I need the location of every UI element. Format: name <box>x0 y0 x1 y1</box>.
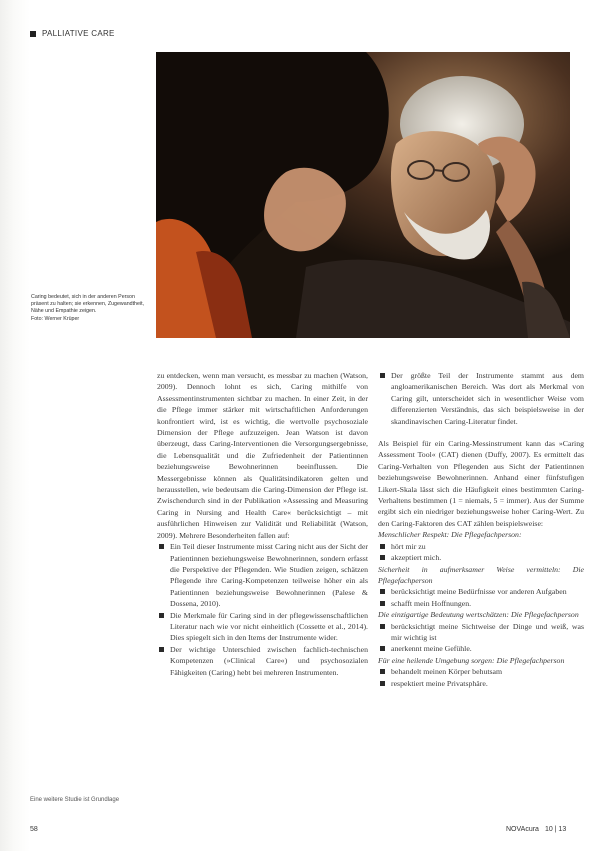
list-item: Die Merkmale für Caring sind in der pflegewissenschaftlichen Literatur nach wie vor nicht einheitlich (Cossette et al., 2014). Dies spiegelt sich in den Items der Instrumente wider. <box>157 610 368 644</box>
list-item: berücksichtigt meine Bedürfnisse vor anderen Aufgaben <box>378 586 584 597</box>
section-square-icon <box>30 31 36 37</box>
left-intro-paragraph: zu entdecken, wenn man versucht, es messbar zu machen (Watson, 2009). Dennoch lohnt es sich, Caring mithilfe von Assessmentinstrumenten sichtbar zu machen. In einer Zeit, in der die Pflege immer stärker mit wirtschaftlichen Anforderungen konfrontiert wird, ist es wichtig, die wertvolle psychosoziale Dimension der Pflege aufzuzeigen. Jean Watson ist davon überzeugt, dass Caring-Interventionen die Versorgungsergebnisse, die Lebensqualität und die Zufriedenheit der Patientinnen beziehungsweise Bewohnerinnen beeinflussen. Die Messergebnisse können als Qualitätsindikatoren gelten und herausstellen, wie bedeutsam die Caring-Dimension der Pflege ist. Zwischendurch sind in der Publikation »Assessing and Measuring Caring in Nursing and Health Care« berücksichtigt – mit ausführlichen Hinweisen zur Validität und Reliabilität (Watson, 2009). Mehrere Besonderheiten fallen auf: <box>157 371 368 540</box>
caption-text: Caring bedeutet, sich in der anderen Person präsent zu halten; sie erkennen, Zugewandtheit, Nähe und Empathie zeigen. <box>31 294 145 315</box>
section-header <box>30 29 115 38</box>
right-column <box>378 370 584 689</box>
list-item: Der wichtige Unterschied zwischen fachlich-technischen Kompetenzen (»Clinical Care«) und psychosozialen Fähigkeiten (Caring) hebt bei mehreren Instrumenten. <box>157 644 368 678</box>
group-heading-4: Für eine heilende Umgebung sorgen: Die Pflegefachperson <box>378 655 565 665</box>
bullet-group-4 <box>378 666 584 689</box>
left-column <box>157 370 368 678</box>
list-item: akzeptiert mich. <box>378 552 584 563</box>
list-item: berücksichtigt meine Sichtweise der Dinge und weiß, was mir wichtig ist <box>378 621 584 644</box>
bullet-group-2 <box>378 586 584 609</box>
bullet-group-3 <box>378 621 584 655</box>
photo-credit: Foto: Werner Krüper <box>31 315 80 322</box>
list-item: Der größte Teil der Instrumente stammt aus dem angloamerikanischen Bereich. Was dort als Merkmal von Caring gilt, unterscheidet sich in wesentlicher Weise vom differenzierten Verständnis, das sich beispielsweise in der skandinavischen Caring-Literatur findet. <box>378 370 584 427</box>
list-item: Ein Teil dieser Instrumente misst Caring nicht aus der Sicht der Patientinnen beziehungsweise Bewohnerinnen, sondern erfasst die Perspektive der Pflegenden. Wie Studien zeigen, schätzen Pflegende ihre Caring-Kompetenzen teilweise höher ein als Patientinnen beziehungsweise Bewohnerinnen (Palese & Dossena, 2010). <box>157 541 368 609</box>
group-heading-3: Die einzigartige Bedeutung wertschätzen: Die Pflegefachperson <box>378 610 579 620</box>
margin-note: Eine weitere Studie ist Grundlage <box>30 797 120 803</box>
list-item: hört mir zu <box>378 541 584 552</box>
journal-name: NOVAcura <box>506 826 539 833</box>
article-photo <box>156 52 570 338</box>
group-heading-2: Sicherheit in aufmerksamer Weise vermitteln: Die Pflegefachperson <box>378 564 584 585</box>
journal-issue: 10 | 13 <box>544 826 567 833</box>
photo-caption <box>31 294 151 323</box>
list-item: behandelt meinen Körper behutsam <box>378 666 584 677</box>
section-title: PALLIATIVE CARE <box>42 29 115 38</box>
right-paragraph: Als Beispiel für ein Caring-Messinstrument kann das »Caring Assessment Tool« (CAT) dienen (Duffy, 2007). Es ermittelt das Caring-Verhalten von Pflegenden aus Sicht der Patientinnen beziehungsweise Bewohnerinnen. Anhand einer fünfstufigen Likert-Skala lässt sich die Häufigkeit eines bestimmten Caring-Verhaltens bestimmen (1 = niemals, 5 = immer). Aus der Summe ergibt sich ein niedriger beziehungsweise hoher Caring-Wert. Zu den Caring-Faktoren des CAT zählen beispielsweise: <box>378 439 584 528</box>
example-heading: Menschlicher Respekt: Die Pflegefachperson: <box>378 530 522 540</box>
page-number: 58 <box>30 826 38 833</box>
photo-illustration <box>156 52 570 338</box>
list-item: respektiert meine Privatsphäre. <box>378 678 584 689</box>
list-item: anerkennt meine Gefühle. <box>378 643 584 654</box>
list-item: schafft mein Hoffnungen. <box>378 598 584 609</box>
right-top-bullet-list <box>378 370 584 427</box>
journal-footer <box>506 826 566 833</box>
left-bullet-list <box>157 541 368 678</box>
bullet-group-1 <box>378 541 584 564</box>
